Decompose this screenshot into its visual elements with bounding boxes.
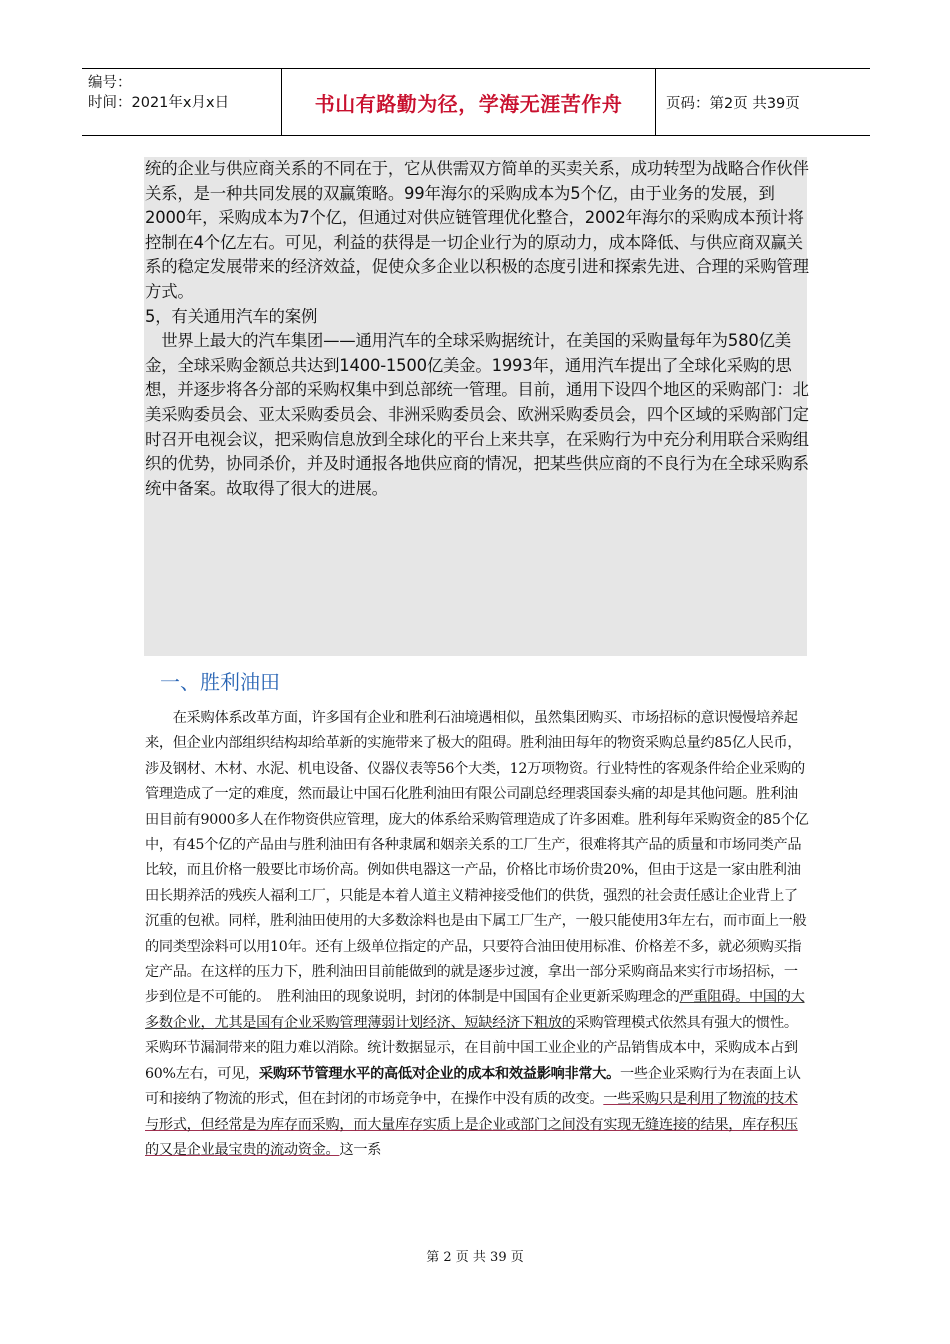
page-header — [82, 68, 870, 136]
header-page-info: 页码：第2页 共39页 — [666, 95, 800, 112]
body-text-part: 在采购体系改革方面，许多国有企业和胜利石油境遇相似，虽然集团购买、市场招标的意识慢慢培养起来，但企业内部组织结构却给革新的实施带来了极大的阻碍。胜利油田每年的物资采购总量约85亿人民币，涉及钢材、木材、水泥、机电设备、仪器仪表等56个大类，12万项物资。行业特性的客观条件给企业采购的管理造成了一定的难度，然而最让中国石化胜利油田有限公司副总经理裘国泰头痛的却是其他问题。胜利油田目前有9000多人在作物资供应管理，庞大的体系给采购管理造成了许多困难。胜利每年采购资金的85个亿中，有45个亿的产品由与胜利油田有各种隶属和姻亲关系的工厂生产，很难将其产品的质量和市场同类产品比较，而且价格一般要比市场价高。例如供电器这一产品，价格比市场价贵20%，但由于这是一家由胜利油田长期养活的残疾人福利工厂，只能是本着人道主义精神接受他们的供货，强烈的社会责任感让企业背上了沉重的包袱。同样，胜利油田使用的大多数涂料也是由下属工厂生产，一般只能使用3年左右，而市面上一般的同类型涂料可以用10年。还有上级单位指定的产品，只要符合油田使用标准、价格差不多，就必须购买指定产品。在这样的压力下，胜利油田目前能做到的就是逐步过渡，拿出一部分采购商品来实行市场招标，一步到位是不可能的。 胜利油田的现象说明，封闭的体制是中国国有企业更新采购理念的 — [145, 710, 809, 1006]
header-meta — [82, 69, 282, 135]
page-footer: 第 2 页 共 39 页 — [426, 1250, 524, 1265]
shaded-section — [145, 157, 809, 501]
body-text-part: 这一系 — [339, 1141, 382, 1158]
header-motto: 书山有路勤为径，学海无涯苦作舟 — [282, 69, 656, 135]
bold-text: 采购环节管理水平的高低对企业的成本和效益影响非常大。 — [258, 1065, 621, 1082]
body-text-part: 采购管理模式依然具有强大的惯性。采购环节漏洞带来的阻力难以消除。统计数据显示，在目前中国工业企业的产品销售成本中，采购成本占到60%左右，可见， — [145, 1014, 798, 1082]
underlined-text: 严重阻碍。中国的大多数企业，尤其是国有企业采购管理薄弱计划经济、短缺经济下粗放的 — [145, 989, 805, 1031]
paragraph: 统的企业与供应商关系的不同在于，它从供需双方简单的买卖关系，成功转型为战略合作伙伴关系，是一种共同发展的双赢策略。99年海尔的采购成本为5个亿，由于业务的发展，到2000年，采购成本为7个亿，但通过对供应链管理优化整合，2002年海尔的采购成本预计将控制在4个亿左右。可见，利益的获得是一切企业行为的原动力，成本降低、与供应商双赢关系的稳定发展带来的经济效益，促使众多企业以积极的态度引进和探索先进、合理的采购管理方式。 — [145, 159, 809, 301]
underlined-text: 一些采购只是利用了物流的技术与形式，但经常是为库存而采购，而大量库存实质上是企业或部门之间没有实现无缝连接的结果，库存积压的又是企业最宝贵的流动资金。 — [145, 1091, 798, 1158]
section-heading: 一、胜利油田 — [160, 670, 280, 694]
number-label: 编号： — [88, 75, 132, 91]
body-paragraph — [145, 706, 809, 1163]
date-label: 时间：2021年x月x日 — [88, 95, 230, 111]
paragraph: 5，有关通用汽车的案例 — [145, 306, 318, 326]
paragraph: 世界上最大的汽车集团——通用汽车的全球采购据统计，在美国的采购量每年为580亿美金，全球采购金额总共达到1400-1500亿美金。1993年，通用汽车提出了全球化采购的思想，并逐步将各分部的采购权集中到总部统一管理。目前，通用下设四个地区的采购部门：北美采购委员会、亚太采购委员会、非洲采购委员会、欧洲采购委员会，四个区域的采购部门定时召开电视会议，把采购信息放到全球化的平台上来共享，在采购行为中充分利用联合采购组织的优势，协同杀价，并及时通报各地供应商的情况，把某些供应商的不良行为在全球采购系统中备案。故取得了很大的进展。 — [145, 331, 809, 498]
body-text-part: 一些企业采购行为在表面上认可和接纳了物流的形式，但在封闭的市场竞争中，在操作中没有质的改变。 — [145, 1065, 801, 1108]
